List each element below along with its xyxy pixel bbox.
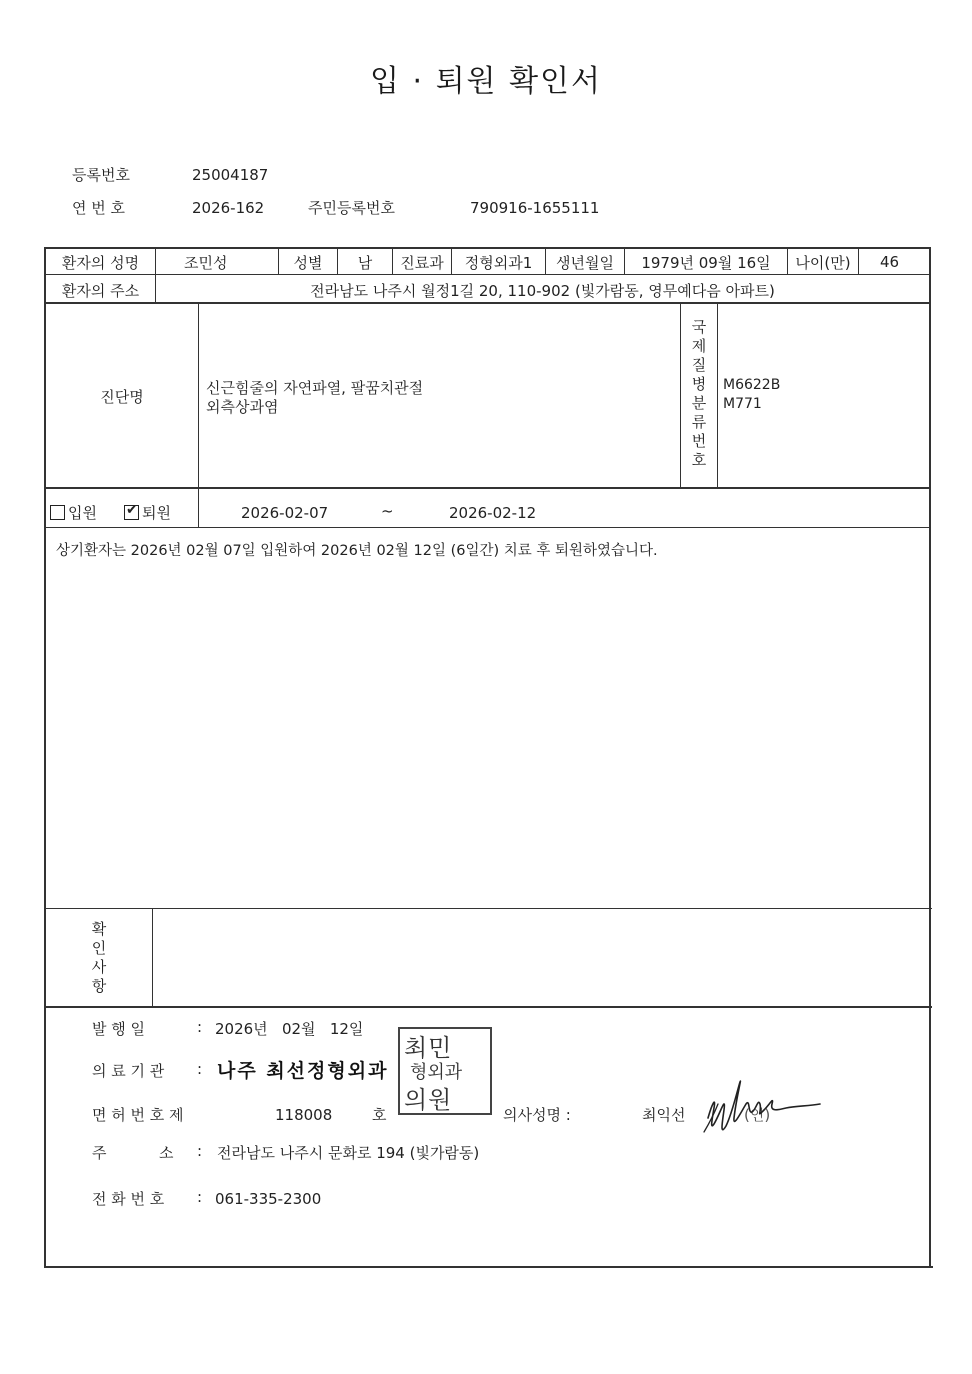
institution-colon: : [197,1060,203,1078]
issue-date-colon: : [197,1018,203,1036]
patient-address: 전라남도 나주시 월정1길 20, 110-902 (빛가람동, 영무예다음 아파트) [310,282,775,300]
sex-label: 성별 [293,254,323,272]
department-value: 정형외과1 [464,254,533,272]
phone-number: 061-335-2300 [215,1190,322,1208]
issue-date: 2026년 02월 12일 [215,1020,364,1038]
check-icon: ✔ [126,502,138,518]
registration-label: 등록번호 [72,166,130,184]
age-value: 46 [880,253,900,271]
serial-number: 2026-162 [192,199,265,217]
stay-tilde: ~ [381,502,394,520]
age-label: 나이(만) [795,254,851,272]
diagnosis-line-2: 외측상과염 [206,398,279,416]
discharge-checkbox[interactable] [124,502,139,520]
phone-label: 전 화 번 호 [92,1190,165,1208]
icd-code-1: M6622B [723,377,781,393]
license-suffix: 호 [372,1106,387,1124]
license-label: 면 허 번 호 제 [92,1106,184,1124]
admit-option[interactable]: 입원 [50,502,97,523]
icd-code-2: M771 [723,396,762,412]
institution-label: 의 료 기 관 [92,1062,165,1080]
doctor-label: 의사성명 : [503,1106,571,1124]
registration-number: 25004187 [192,166,269,184]
sex-value: 남 [357,254,373,272]
doctor-name: 최익선 [642,1106,686,1124]
address-label: 환자의 주소 [61,282,140,300]
stamp-middle-text: 형외과 [410,1062,463,1083]
document-title: 입 · 퇴원 확인서 [369,64,603,99]
confirm-label: 확 인 사 항 [91,920,107,995]
patient-name-label: 환자의 성명 [61,254,140,272]
statement-text: 상기환자는 2026년 02월 07일 입원하여 2026년 02월 12일 (6일간) 치료 후 퇴원하였습니다. [56,543,658,559]
institution-address: 전라남도 나주시 문화로 194 (빛가람동) [217,1144,480,1162]
rrn-value: 790916-1655111 [470,199,600,217]
institution-name: 나주 최선정형외과 [217,1060,389,1082]
phone-colon: : [197,1188,203,1206]
admit-checkbox[interactable] [50,505,65,520]
dob-value: 1979년 09월 16일 [641,254,771,272]
patient-name: 조민성 [184,254,228,272]
diagnosis-line-1: 신근힘줄의 자연파열, 팔꿈치관절 [206,379,424,397]
diagnosis-label: 진단명 [100,388,144,406]
stamp-top-text: 최민 [404,1034,453,1062]
rrn-label: 주민등록번호 [308,199,395,217]
dob-label: 생년월일 [556,254,614,272]
serial-label: 연 번 호 [72,199,126,217]
doctor-signature-icon [700,1074,826,1144]
address-issuer-label: 주 소 [92,1144,174,1162]
icd-label: 국 제 질 병 분 류 번 호 [691,318,707,469]
issue-date-label: 발 행 일 [92,1020,146,1038]
department-label: 진료과 [400,254,444,272]
stay-from-date: 2026-02-07 [241,504,329,522]
license-number: 118008 [275,1106,333,1124]
discharge-option[interactable]: ✔ 퇴원 [126,502,171,522]
stay-to-date: 2026-02-12 [449,504,537,522]
stamp-bottom-text: 의원 [404,1086,453,1114]
address-issuer-colon: : [197,1142,203,1160]
seal-mark: (인) [744,1106,771,1124]
